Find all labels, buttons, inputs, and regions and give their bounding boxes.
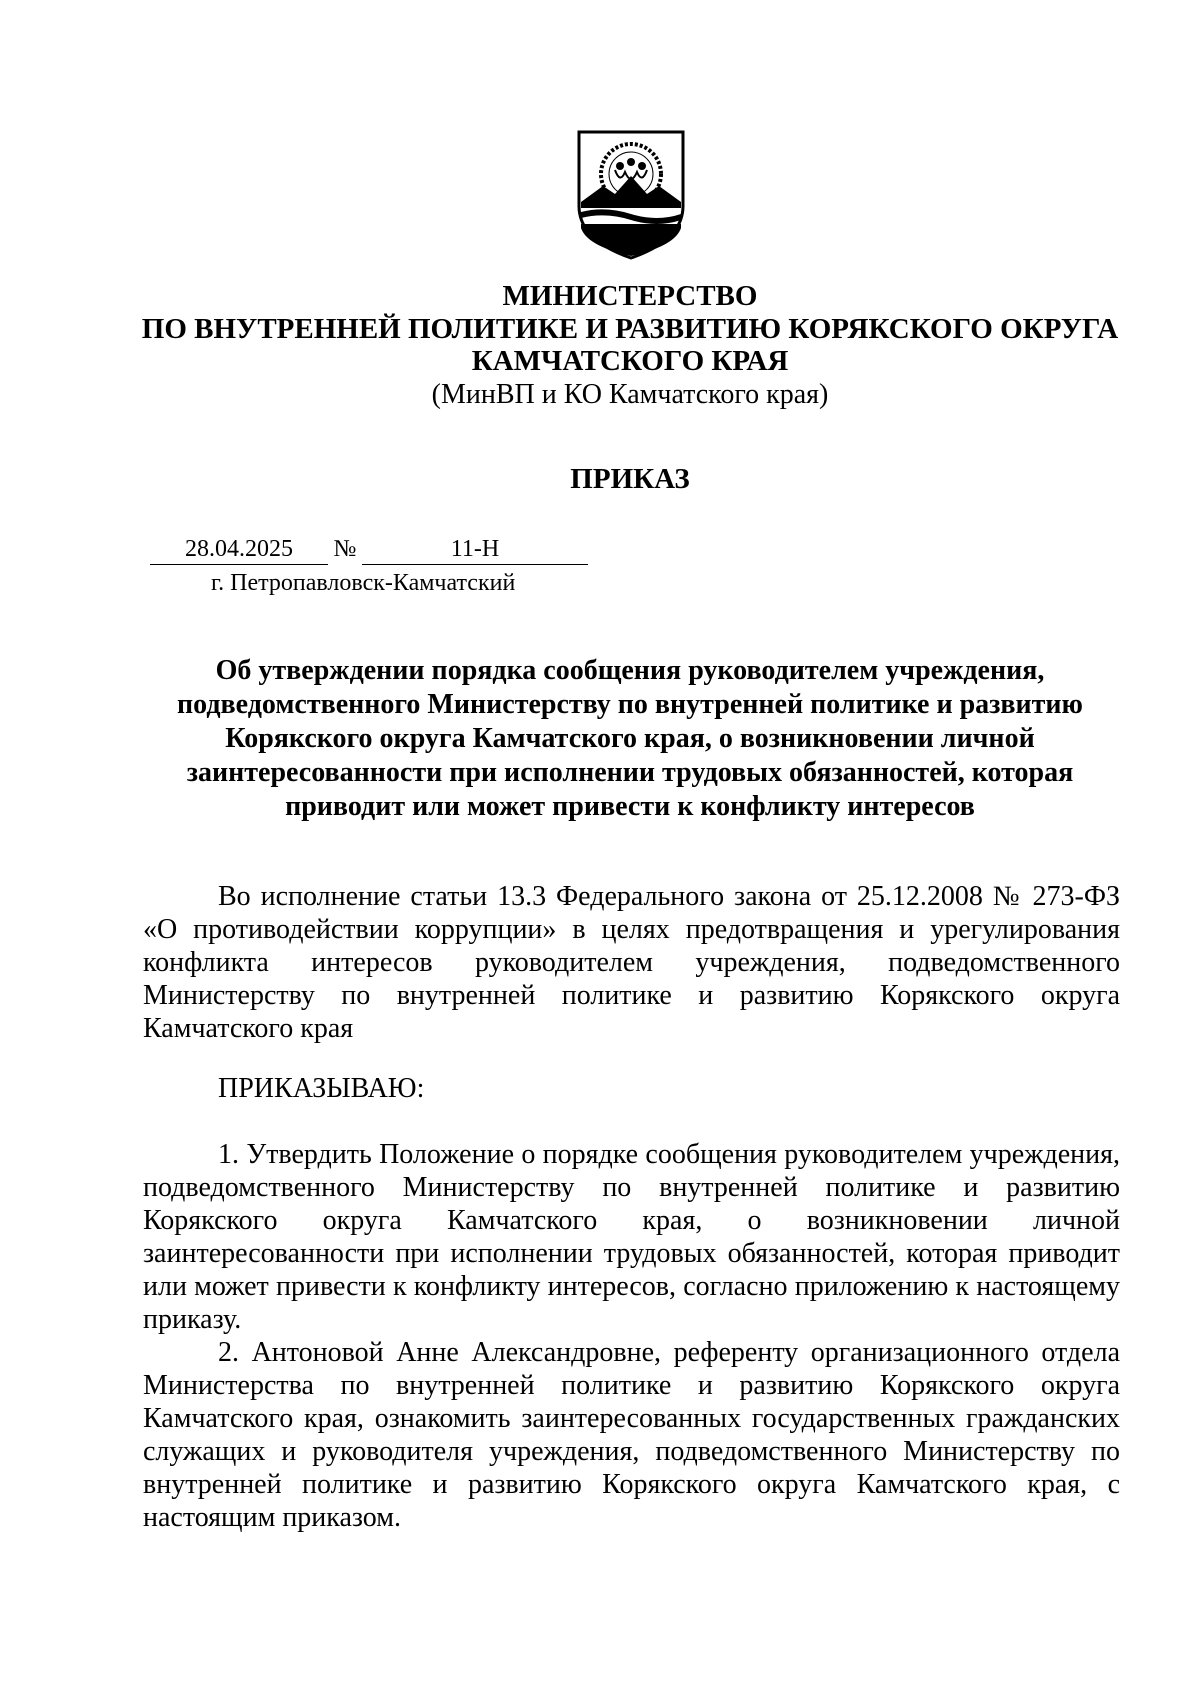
- order-item-1: 1. Утвердить Положение о порядке сообщения руководителем учреждения, подведомственного Министерству по внутренней политике и развитию Корякского округа Камчатского края, о возникновении личной заинтересованности при исполнении трудовых обязанностей, которая приводит или может привести к конфликту интересов, согласно приложению к настоящему приказу.: [143, 1139, 1120, 1335]
- org-name-line-2: ПО ВНУТРЕННЕЙ ПОЛИТИКЕ И РАЗВИТИЮ КОРЯКСКОГО ОКРУГА: [141, 313, 1119, 345]
- org-name-line-1: МИНИСТЕРСТВО: [502, 280, 758, 312]
- number-sign: №: [333, 536, 357, 562]
- order-items: [143, 1138, 1120, 1534]
- city: г. Петропавловск-Камчатский: [211, 570, 516, 596]
- preamble: Во исполнение статьи 13.3 Федерального закона от 25.12.2008 № 273-ФЗ «О противодействии коррупции» в целях предотвращения и урегулирования конфликта интересов руководителем учреждения, подведомственного Министерству по внутренней политике и развитию Корякского округа Камчатского края: [143, 881, 1120, 1044]
- document-date: 28.04.2025: [150, 534, 328, 565]
- order-word: ПРИКАЗЫВАЮ:: [218, 1073, 425, 1104]
- date-number-line: [150, 534, 588, 565]
- document-number: 11-Н: [362, 534, 588, 565]
- org-name-line-3: КАМЧАТСКОГО КРАЯ: [471, 345, 789, 377]
- org-short-name: (МинВП и КО Камчатского края): [431, 379, 829, 410]
- order-item-2: 2. Антоновой Анне Александровне, референту организационного отдела Министерства по внутренней политике и развитию Корякского округа Камчатского края, ознакомить заинтересованных государственных гражданских служащих и руководителя учреждения, подведомственного Министерству по внутренней политике и развитию Корякского округа Камчатского края, с настоящим приказом.: [143, 1337, 1120, 1533]
- document-title: Об утверждении порядка сообщения руководителем учреждения, подведомственного Министерству по внутренней политике и развитию Корякского округа Камчатского края, о возникновении личной заинтересованности при исполнении трудовых обязанностей, которая приводит или может привести к конфликту интересов: [177, 655, 1083, 822]
- preamble-block: [143, 880, 1120, 1045]
- coat-of-arms-emblem: [575, 128, 687, 262]
- document-type: ПРИКАЗ: [570, 463, 690, 495]
